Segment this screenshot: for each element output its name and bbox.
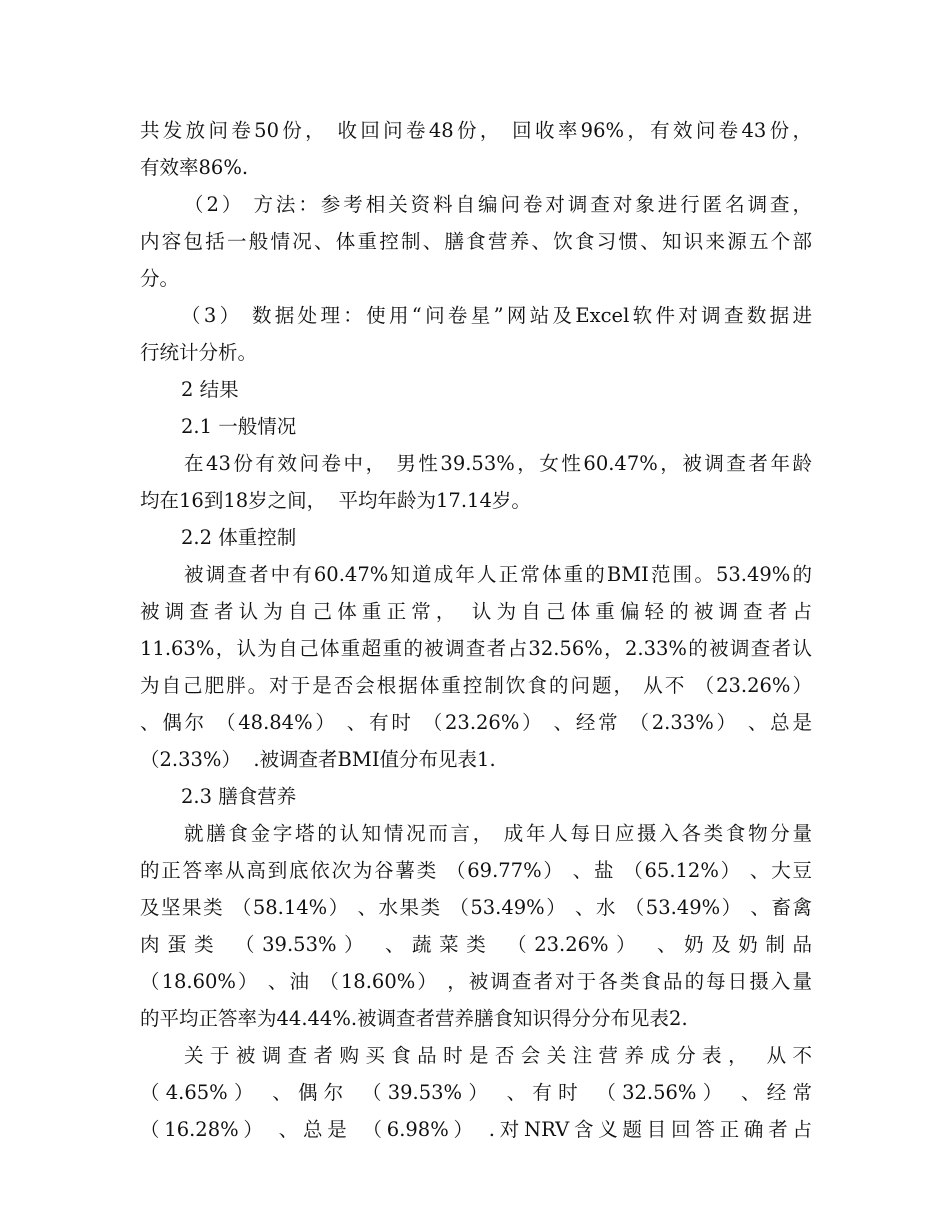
paragraph-h22 (140, 519, 812, 556)
paragraph-p3 (140, 297, 812, 371)
text-line: （16.28%） 、总是 （6.98%） .对NRV含义题目回答正确者占 (140, 1118, 812, 1141)
text-line: 肉蛋类 （39.53%） 、蔬菜类 （23.26%） 、奶及奶制品 (140, 933, 812, 956)
paragraph-p1 (140, 112, 812, 186)
text-line: 的平均正答率为44.44%.被调查者营养膳食知识得分分布见表2. (140, 1007, 688, 1030)
text-line: 为自己肥胖。对于是否会根据体重控制饮食的问题， 从不 （23.26%） (140, 674, 812, 697)
text-line: 内容包括一般情况、体重控制、膳食营养、饮食习惯、知识来源五个部 (140, 230, 812, 253)
text-line: 11.63%，认为自己体重超重的被调查者占32.56%，2.33%的被调查者认 (140, 637, 812, 660)
text-line: 有效率86%. (140, 156, 249, 179)
paragraph-h2 (140, 371, 812, 408)
paragraph-p5 (140, 556, 812, 778)
text-line: 及坚果类 （58.14%） 、水果类 （53.49%） 、水 （53.49%） 、畜禽 (140, 896, 812, 919)
text-line: 在43份有效问卷中， 男性39.53%，女性60.47%，被调查者年龄 (184, 452, 812, 475)
document-page (140, 112, 812, 1148)
text-line: 2.2 体重控制 (181, 526, 297, 549)
paragraph-p6 (140, 815, 812, 1037)
paragraph-p2 (140, 186, 812, 297)
text-line: 被调查者中有60.47%知道成年人正常体重的BMI范围。53.49%的 (184, 563, 812, 586)
text-line: 的正答率从高到底依次为谷薯类 （69.77%） 、盐 （65.12%） 、大豆 (140, 859, 812, 882)
text-line: （4.65%） 、偶尔 （39.53%） 、有时 （32.56%） 、经常 (140, 1081, 812, 1104)
text-line: （3） 数据处理：使用“问卷星”网站及Excel软件对调查数据进 (181, 304, 812, 327)
text-line: （2） 方法：参考相关资料自编问卷对调查对象进行匿名调查， (184, 193, 812, 216)
text-line: 分。 (140, 267, 180, 290)
text-line: 2.3 膳食营养 (181, 785, 297, 808)
paragraph-h21 (140, 408, 812, 445)
paragraph-p7 (140, 1037, 812, 1148)
text-line: 共发放问卷50份， 收回问卷48份， 回收率96%，有效问卷43份， (140, 119, 812, 142)
text-line: 被调查者认为自己体重正常， 认为自己体重偏轻的被调查者占 (140, 600, 812, 623)
text-line: 、偶尔 （48.84%） 、有时 （23.26%） 、经常 （2.33%） 、总是 (140, 711, 812, 734)
paragraph-p4 (140, 445, 812, 519)
text-line: 2 结果 (181, 378, 239, 401)
text-line: 关于被调查者购买食品时是否会关注营养成分表， 从不 (184, 1044, 812, 1067)
text-line: 均在16到18岁之间， 平均年龄为17.14岁。 (140, 489, 531, 512)
paragraph-h23 (140, 778, 812, 815)
text-line: （18.60%） 、油 （18.60%） ，被调查者对于各类食品的每日摄入量 (140, 970, 812, 993)
text-line: 就膳食金字塔的认知情况而言， 成年人每日应摄入各类食物分量 (184, 822, 812, 845)
text-line: （2.33%） .被调查者BMI值分布见表1. (140, 748, 496, 771)
text-line: 2.1 一般情况 (181, 415, 297, 438)
text-line: 行统计分析。 (140, 341, 258, 364)
